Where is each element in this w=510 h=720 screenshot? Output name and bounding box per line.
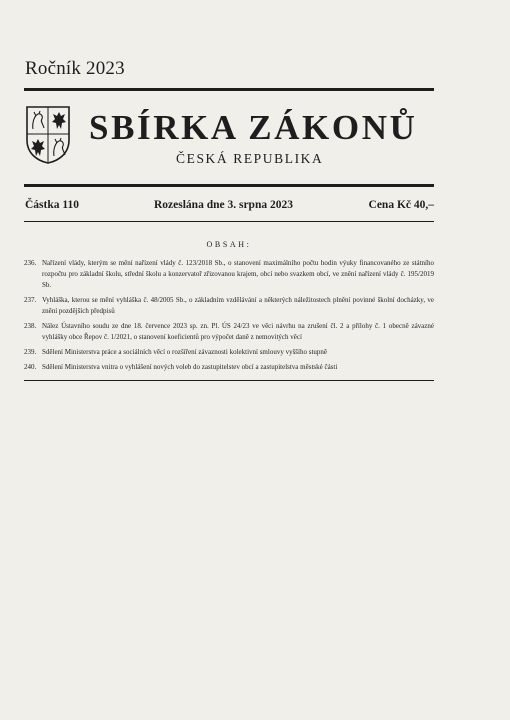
item-text: Sdělení Ministerstva vnitra o vyhlášení nových voleb do zastupitelstev obcí a zastupitelstva městské části — [42, 363, 338, 371]
list-item — [24, 362, 434, 373]
contents-heading: OBSAH: — [206, 240, 252, 249]
list-item — [24, 295, 434, 317]
czech-coat-of-arms-icon — [24, 104, 72, 164]
list-item — [24, 347, 434, 358]
top-rule — [24, 88, 434, 91]
item-number: 239. — [24, 348, 37, 356]
item-number: 238. — [24, 322, 37, 330]
item-number: 237. — [24, 296, 37, 304]
issue-price: Cena Kč 40,– — [368, 199, 434, 211]
gazette-title: SBÍRKA ZÁKONŮ — [89, 108, 418, 147]
gazette-subtitle: ČESKÁ REPUBLIKA — [176, 151, 324, 166]
item-text: Sdělení Ministerstva práce a sociálních věcí o rozšíření závaznosti kolektivní smlouvy vyššího stupně — [42, 348, 327, 356]
middle-rule — [24, 184, 434, 187]
distribution-date: Rozeslána dne 3. srpna 2023 — [154, 199, 293, 211]
meta-rule — [24, 221, 434, 222]
item-text: Nařízení vlády, kterým se mění nařízení vlády č. 123/2018 Sb., o stanovení maximálního počtu hodin výuky financovaného ze státního rozpočtu pro základní školu, střední školu a konzervatoř zřizovanou krajem, obcí nebo svazkem obcí, ve znění nařízení vlády č. 195/2019 Sb. — [42, 259, 434, 289]
bottom-rule — [24, 380, 434, 381]
item-text: Nález Ústavního soudu ze dne 18. července 2023 sp. zn. Pl. ÚS 24/23 ve věci návrhu na zrušení čl. 2 a přílohy č. 1 obecně závazné vyhlášky obce Řepov č. 1/2021, o stanovení koeficientů pro výpočet daně z nemovitých věcí — [42, 322, 434, 341]
issue-part: Částka 110 — [25, 199, 79, 211]
item-number: 240. — [24, 363, 37, 371]
item-number: 236. — [24, 259, 37, 267]
list-item — [24, 258, 434, 291]
list-item — [24, 321, 434, 343]
item-text: Vyhláška, kterou se mění vyhláška č. 48/2005 Sb., o základním vzdělávání a některých náležitostech plnění povinné školní docházky, ve znění pozdějších předpisů — [42, 296, 434, 315]
contents-list — [24, 258, 434, 377]
volume-year: Ročník 2023 — [25, 58, 125, 79]
